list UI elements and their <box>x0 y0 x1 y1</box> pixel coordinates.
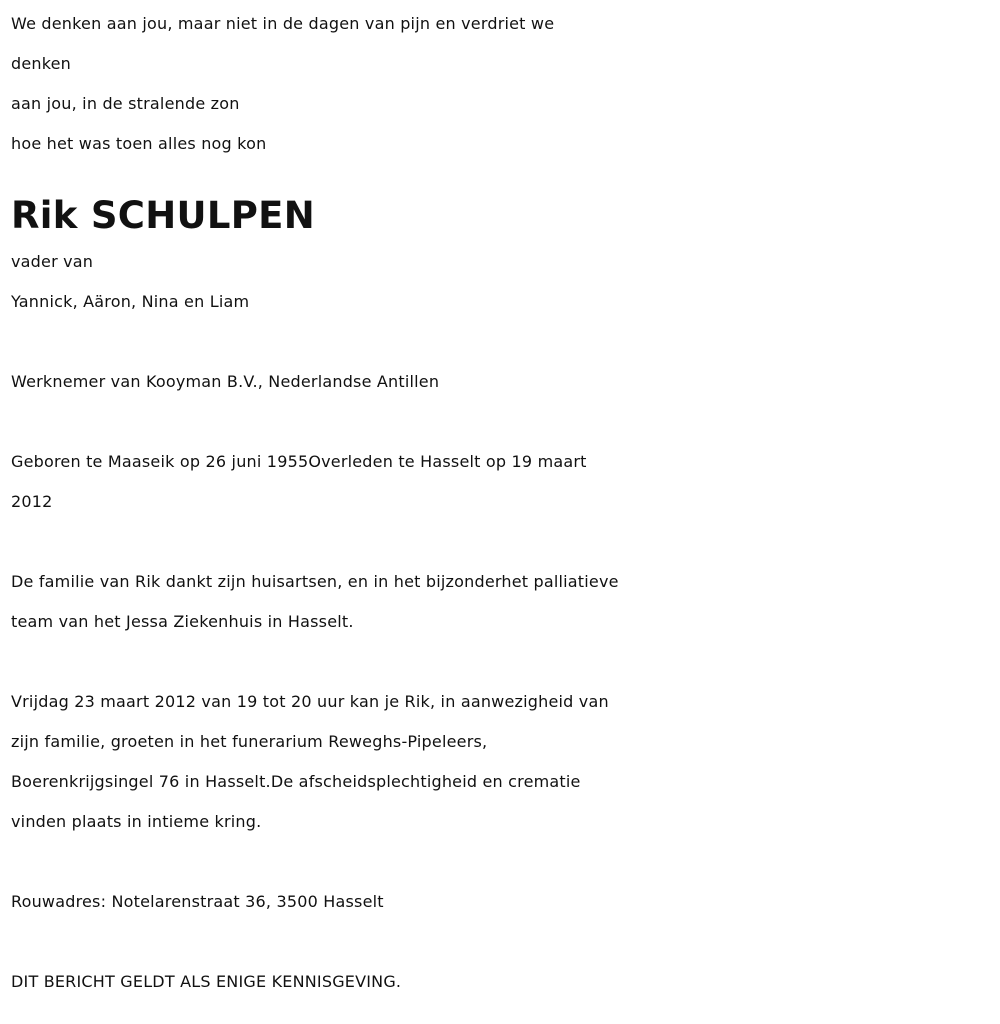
poem-line: aan jou, in de stralende zon <box>11 94 240 113</box>
dates-line: Geboren te Maaseik op 26 juni 1955Overleden te Hasselt op 19 maart <box>11 452 587 471</box>
thanks-line: team van het Jessa Ziekenhuis in Hasselt. <box>11 612 354 631</box>
employment-text: Werknemer van Kooyman B.V., Nederlandse Antillen <box>11 372 440 391</box>
spacer <box>11 842 991 882</box>
visitation-paragraph <box>11 682 991 842</box>
children-names: Yannick, Aäron, Nina en Liam <box>11 292 250 311</box>
spacer <box>11 522 991 562</box>
visitation-line: vinden plaats in intieme kring. <box>11 812 262 831</box>
poem-line: We denken aan jou, maar niet in de dagen van pijn en verdriet we <box>11 14 555 33</box>
deceased-name: Rik SCHULPEN <box>11 194 316 237</box>
relation-text: vader van <box>11 252 94 271</box>
visitation-line: zijn familie, groeten in het funerarium Reweghs-Pipeleers, <box>11 732 488 751</box>
thanks-paragraph <box>11 562 991 642</box>
poem <box>11 4 991 164</box>
dates-line: 2012 <box>11 492 53 511</box>
spacer <box>11 322 991 362</box>
spacer <box>11 164 991 190</box>
thanks-line: De familie van Rik dankt zijn huisartsen, en in het bijzonderhet palliatieve <box>11 572 619 591</box>
poem-line: denken <box>11 54 72 73</box>
poem-line: hoe het was toen alles nog kon <box>11 134 267 153</box>
visitation-line: Boerenkrijgsingel 76 in Hasselt.De afscheidsplechtigheid en crematie <box>11 772 581 791</box>
spacer <box>11 402 991 442</box>
obituary-document <box>11 4 991 1002</box>
spacer <box>11 642 991 682</box>
official-notice: DIT BERICHT GELDT ALS ENIGE KENNISGEVING. <box>11 972 402 991</box>
mourning-address: Rouwadres: Notelarenstraat 36, 3500 Hasselt <box>11 892 384 911</box>
spacer <box>11 922 991 962</box>
birth-death-dates <box>11 442 991 522</box>
visitation-line: Vrijdag 23 maart 2012 van 19 tot 20 uur kan je Rik, in aanwezigheid van <box>11 692 609 711</box>
